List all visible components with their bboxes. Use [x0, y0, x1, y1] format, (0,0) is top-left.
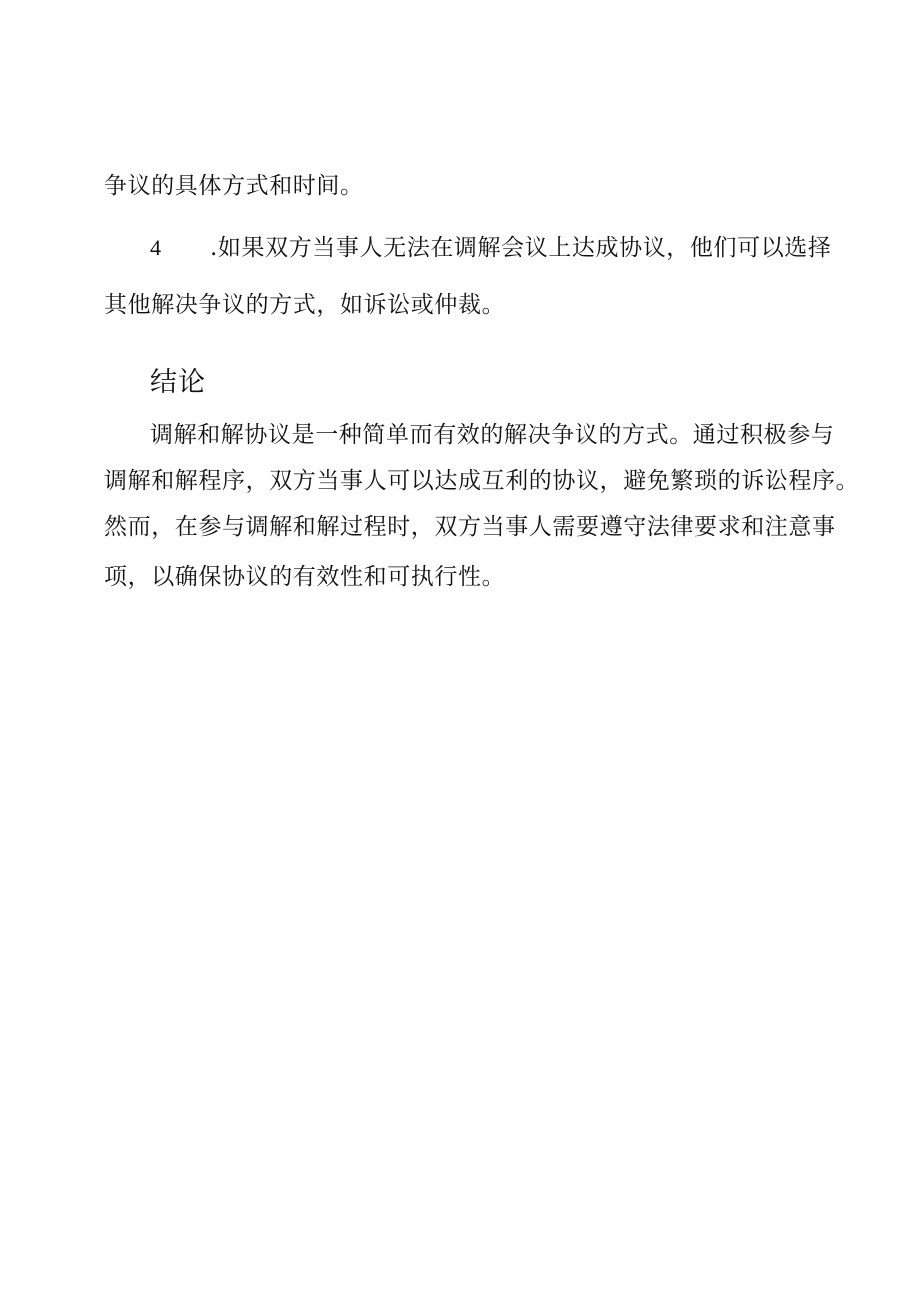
conclusion-paragraph-line-4: 项，以确保协议的有效性和可执行性。 — [104, 564, 506, 590]
continuation-text-line: 争议的具体方式和时间。 — [104, 173, 364, 199]
list-item-number: 4 — [150, 235, 161, 260]
section-heading-conclusion: 结论 — [150, 367, 206, 398]
list-item-text-line-2: 其他解决争议的方式，如诉讼或仲裁。 — [104, 292, 506, 318]
conclusion-paragraph-line-2: 调解和解程序，双方当事人可以达成互利的协议，避免繁琐的诉讼程序。 — [104, 468, 860, 494]
conclusion-paragraph-line-1: 调解和解协议是一种简单而有效的解决争议的方式。通过积极参与 — [150, 422, 835, 448]
list-item-text-line-1: .如果双方当事人无法在调解会议上达成协议，他们可以选择 — [210, 235, 832, 261]
conclusion-paragraph-line-3: 然而，在参与调解和解过程时，双方当事人需要遵守法律要求和注意事 — [104, 514, 836, 540]
